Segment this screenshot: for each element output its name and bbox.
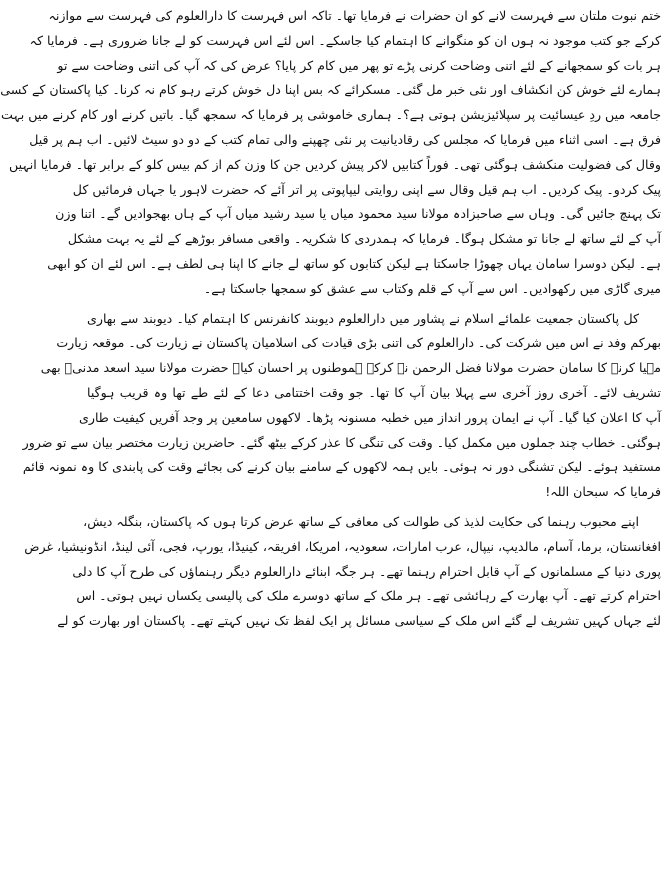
text-line: لئے جہاں کہیں تشریف لے گئے اس ملک کے سیاسی مسائل پر ایک لفظ تک نہیں کہتے تھے۔ پاکستان اور بھارت کو لے (57, 613, 661, 629)
text-line: تک پہنچ جائیں گی۔ وہاں سے صاحبزادہ مولانا سید محمود میاں یا سید رشید میاں آپ کے ہاں بھجوادیں گے۔ اتنا وزن (55, 206, 661, 222)
text-line: کل پاکستان جمعیت علمائے اسلام نے پشاور میں دارالعلوم دیوبند کانفرنس کا اہتمام کیا۔ دیوبند سے بھاری (87, 310, 639, 326)
text-line: جامعہ میں ردِ عیسائیت پر سپلائیزیشن ہوتی ہے؟۔ ہماری خاموشی پر فرمایا کہ سمجھ گیا۔ باتیں کرنے اور کام کرنے میں بہت (1, 107, 661, 123)
text-line: ہے۔ لیکن دوسرا سامان یہاں چھوڑا جاسکتا ہے لیکن کتابوں کو ساتھ لے جانے کا اپنا ہی لطف ہے۔ اس لئے ان کو ابھی (47, 255, 661, 271)
text-line: فرمایا کہ سبحان اللہ! (545, 484, 661, 500)
text-line: تشریف لائے۔ آخری روز آخری سے پہلا بیان آپ کا تھا۔ جو وقت اختتامی دعا کے لئے طے تھا وہ قریب ہوگیا (87, 384, 661, 400)
text-line: ہوگئی۔ خطاب چند جملوں میں مکمل کیا۔ وقت کی تنگی کا عذر کرکے بیٹھ گئے۔ حاضرین زیارت مختصر بیان سے تو ضرور (22, 434, 661, 450)
text-line: فرق ہے۔ اسی اثناء میں فرمایا کہ مجلس کی رقادیانیت پر نئی چھپنے والی تمام کتب کے دو دو سیٹ لائیں۔ اب ہم پر قیل (29, 131, 661, 147)
text-line: احترام کرتے تھے۔ آپ بھارت کے رہائشی تھے۔ ہر ملک کے ساتھ دوسرے ملک کی پالیسی یکساں نہیں ہوتی۔ اس (76, 588, 661, 604)
text-line: میری گاڑی میں رکھوادیں۔ اس سے آپ کے قلم وکتاب سے عشق کو سمجھا جاسکتا ہے۔ (203, 280, 661, 296)
text-line: بھرکم وفد نے اس میں شرکت کی۔ دارالعلوم کی اتنی بڑی قیادت کی اسلامیان پاکستان نے زیارت کی۔ موقعہ زیارت (56, 335, 661, 351)
text-line: کرکے جو کتب موجود نہ ہوں ان کو منگوانے کا اہتمام کیا جاسکے۔ اس لئے اس فہرست کو لے جانا ضروری ہے۔ فرمایا کہ (29, 32, 661, 48)
text-line: ہر بات کو سمجھانے کے لئے اتنی وضاحت کرنی پڑے تو پھر میں کام کر پایا؟ عرض کی کہ آپ کی اتنی وضاحت سے تو (57, 57, 661, 73)
text-line: مہیا کرنے کا سامان حضرت مولانا فضل الرحمن نے کرکے ہموطنوں پر احسان کیا۔ حضرت مولانا سید اسعد مدنیؒ بھی (40, 360, 661, 376)
text-line: ہمارے لئے خوش کن انکشاف اور نئی خبر مل گئی۔ مسکرائے کہ بس اپنا دل خوش کرتے رہو کام نہ کرنا۔ کیا پاکستان کے کسی (0, 82, 661, 98)
text-line: افغانستان، برما، آسام، مالدیپ، نیپال، عرب امارات، سعودیہ، امریکا، افریقہ، کینیڈا، یورپ، فجی، آئی لینڈ، انڈونیشیا، غرض (24, 538, 661, 554)
text-line: وقال کی فضولیت منکشف ہوگئی تھی۔ فوراً کتابیں لاکر پیش کردیں جن کا وزن کم از کم بیس کلو کے برابر تھا۔ فرمایا انہیں (9, 156, 661, 172)
text-line: آپ کے لئے ساتھ لے جانا تو مشکل ہوگا۔ فرمایا کہ ہمدردی کا شکریہ۔ واقعی مسافر بوڑھے کے لئے یہ بہت مشکل (67, 231, 661, 247)
paragraph (22, 307, 661, 505)
text-line: پوری دنیا کے مسلمانوں کے آپ قابل احترام رہنما تھے۔ ہر جگہ ابنائے دارالعلوم دیگر رہنماؤں کی طرح آپ کا دلی (72, 563, 661, 579)
text-line: آپ کا اعلان کیا گیا۔ آپ نے ایمان پرور انداز میں خطبہ مسنونہ پڑھا۔ لاکھوں سامعین پر وجد آفریں کیفیت طاری (79, 409, 661, 425)
text-line: اپنے محبوب رہنما کی حکایت لذیذ کی طوالت کی معافی کے ساتھ عرض کرتا ہوں کہ پاکستان، بنگلہ دیش، (83, 513, 639, 529)
text-line: مستفید ہوئے۔ لیکن تشنگی دور نہ ہوئی۔ بایں ہمہ لاکھوں کے سامنے بیان کرنے کی بجائے وقت کی پابندی کا وہ نمونہ قائم (22, 459, 661, 475)
document-page (0, 4, 661, 866)
paragraph (0, 4, 661, 302)
text-line: پیک کردو۔ پیک کردیں۔ اب ہم قیل وقال سے اپنی روایتی لیپاپوتی پر اتر آئے کہ حضرت لاہور یا جہاں فرمائیں کل (72, 181, 661, 197)
paragraph (24, 510, 661, 634)
text-line: ختم نبوت ملتان سے فہرست لانے کو ان حضرات نے فرمایا تھا۔ تاکہ اس فہرست کا دارالعلوم کی فہرست سے موازنہ (48, 8, 661, 23)
